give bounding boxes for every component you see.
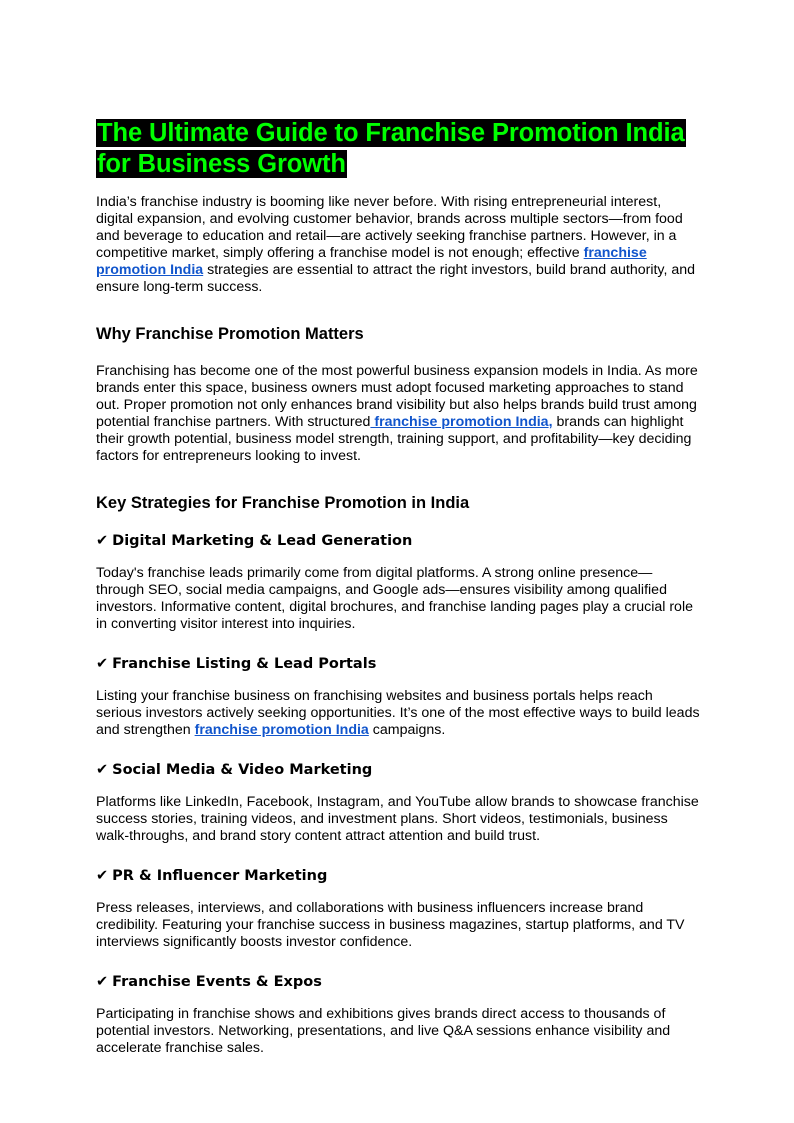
strategy-heading-events-expos [96, 973, 700, 991]
strategy-paragraph-franchise-listing [96, 688, 700, 739]
strategy-paragraph-pr-influencer: Press releases, interviews, and collaborations with business influencers increase brand credibility. Featuring your franchise success in business magazines, startup platforms, and TV interviews significantly boosts investor confidence. [96, 900, 685, 950]
why-text-before: Franchising has become one of the most powerful business expansion models in India. As more brands enter this space, business owners must adopt focused marketing approaches to stand out. Proper promotion not only enhances brand visibility but also helps brands build trust among potential franchise partners. With structured [96, 363, 698, 430]
check-icon: ✔ [96, 533, 109, 549]
strategy-heading-social-media [96, 761, 700, 779]
why-link-text: franchise promotion India [370, 414, 549, 430]
strategy-heading-text: Digital Marketing & Lead Generation [112, 533, 413, 549]
listing-text-before: Listing your franchise business on franchising websites and business portals helps reach serious investors actively seeking opportunities. It’s one of the most effective ways to build leads and strengthen [96, 688, 700, 738]
heading-key-strategies: Key Strategies for Franchise Promotion in India [96, 494, 470, 512]
why-link-suffix: , [548, 414, 553, 430]
page-title [96, 118, 700, 180]
strategy-paragraph-social-media: Platforms like LinkedIn, Facebook, Instagram, and YouTube allow brands to showcase franchise success stories, training videos, and investment plans. Short videos, testimonials, business walk-throughs, and brand story content attract attention and build trust. [96, 794, 699, 844]
intro-text-before: India’s franchise industry is booming like never before. With rising entrepreneurial interest, digital expansion, and evolving customer behavior, brands across multiple sectors—from food and beverage to education and retail—are actively seeking franchise partners. However, in a competitive market, simply offering a franchise model is not enough; effective [96, 194, 683, 261]
intro-franchise-link[interactable]: franchise promotion India [96, 245, 647, 278]
page-title-highlight: The Ultimate Guide to Franchise Promotion India for Business Growth [97, 119, 685, 178]
strategy-paragraph-digital-marketing: Today's franchise leads primarily come from digital platforms. A strong online presence—through SEO, social media campaigns, and Google ads—ensures visibility among qualified investors. Informative content, digital brochures, and franchise landing pages play a crucial role in converting visitor interest into inquiries. [96, 565, 693, 632]
listing-text-after: campaigns. [368, 722, 446, 738]
intro-text-after: strategies are essential to attract the right investors, build brand authority, and ensure long-term success. [96, 262, 696, 295]
intro-paragraph [96, 194, 700, 296]
strategy-paragraph-events-expos: Participating in franchise shows and exhibitions gives brands direct access to thousands of potential investors. Networking, presentations, and live Q&A sessions enhance visibility and accelerate franchise sales. [96, 1006, 671, 1056]
strategy-heading-text: PR & Influencer Marketing [112, 868, 328, 884]
check-icon: ✔ [96, 762, 109, 778]
heading-why-franchise-promotion: Why Franchise Promotion Matters [96, 325, 364, 343]
why-text-after: brands can highlight their growth potential, business model strength, training support, and profitability—key deciding factors for entrepreneurs looking to invest. [96, 414, 692, 464]
listing-franchise-link[interactable]: franchise promotion India [194, 722, 369, 738]
check-icon: ✔ [96, 868, 109, 884]
strategy-heading-text: Franchise Listing & Lead Portals [112, 656, 377, 672]
strategy-heading-text: Social Media & Video Marketing [112, 762, 373, 778]
strategy-heading-franchise-listing [96, 655, 700, 673]
strategy-heading-pr-influencer [96, 867, 700, 885]
strategy-heading-text: Franchise Events & Expos [112, 974, 322, 990]
document-page [96, 118, 700, 1057]
why-franchise-link[interactable] [370, 414, 552, 430]
check-icon: ✔ [96, 656, 109, 672]
strategy-heading-digital-marketing [96, 532, 700, 550]
check-icon: ✔ [96, 974, 109, 990]
why-paragraph [96, 363, 700, 465]
